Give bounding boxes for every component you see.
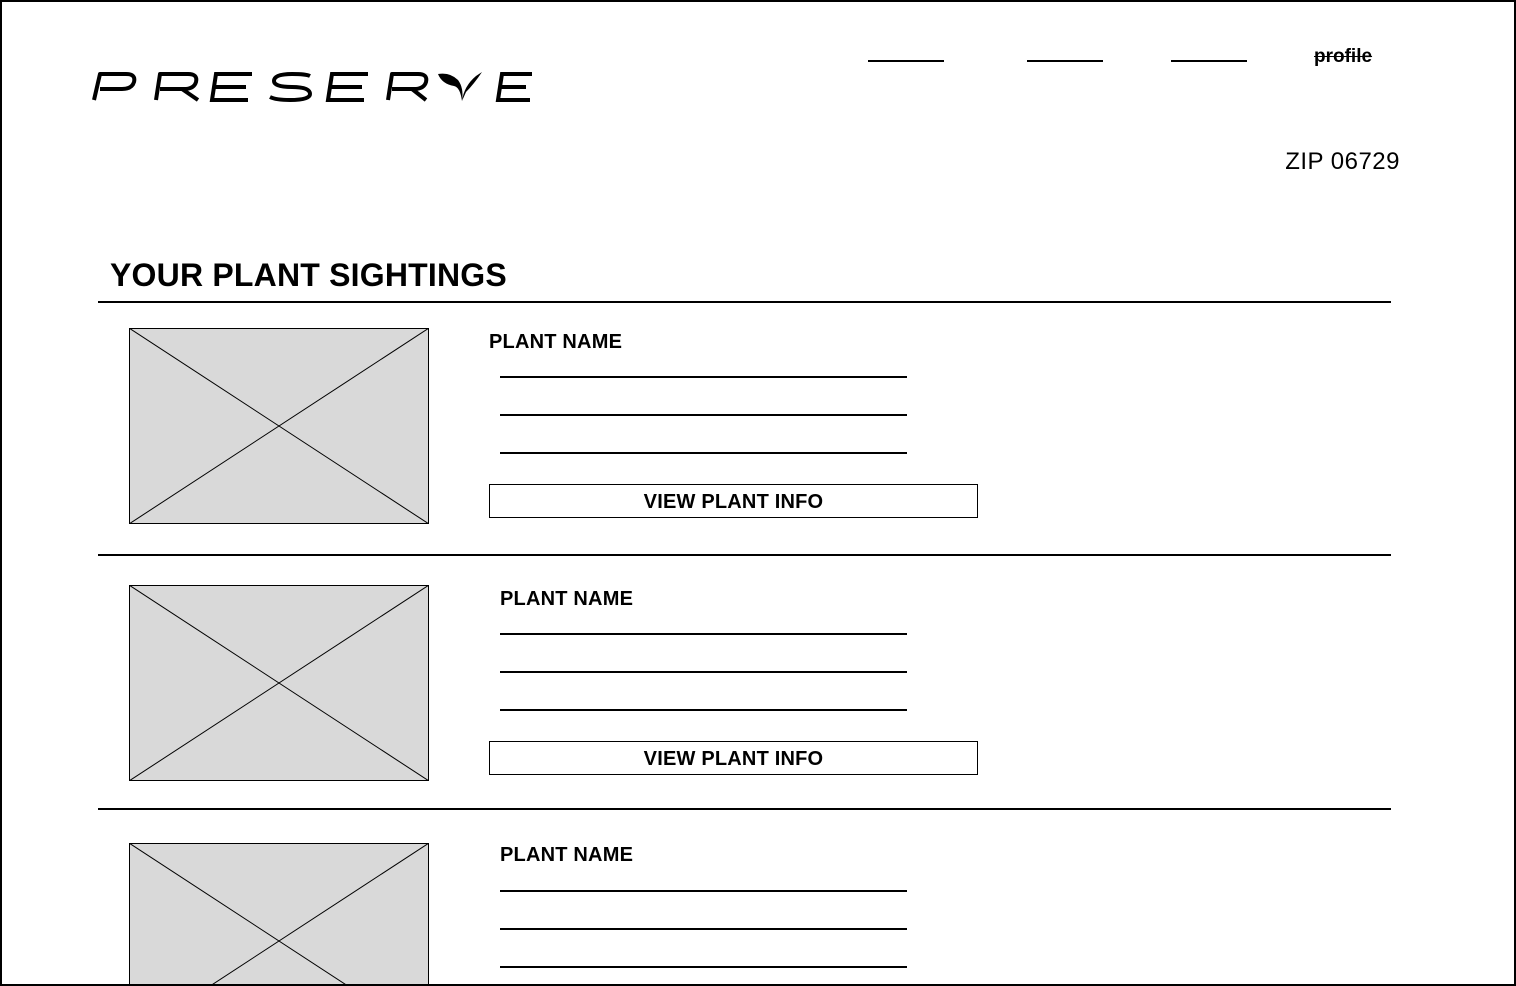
- logo-sprout-v: [438, 74, 463, 101]
- image-placeholder: [129, 585, 429, 781]
- logo-letter-e1: [212, 74, 252, 100]
- page-title: YOUR PLANT SIGHTINGS: [110, 257, 507, 293]
- text-line: [500, 452, 907, 454]
- plant-name-label: PLANT NAME: [500, 588, 634, 610]
- sighting-card: [98, 559, 1391, 809]
- logo-letter-r2: [388, 74, 426, 100]
- image-placeholder: [129, 328, 429, 524]
- text-line: [500, 414, 907, 416]
- sighting-card: [98, 815, 1391, 986]
- logo-letter-s: [270, 74, 310, 100]
- view-plant-info-button[interactable]: VIEW PLANT INFO: [489, 484, 978, 518]
- sighting-card: [98, 302, 1391, 552]
- zip-code: ZIP 06729: [1285, 148, 1400, 175]
- view-plant-info-button[interactable]: VIEW PLANT INFO: [489, 741, 978, 775]
- logo-letter-e3: [498, 74, 532, 100]
- nav-link-3[interactable]: [1171, 46, 1247, 62]
- text-line: [500, 376, 907, 378]
- preserve-logo[interactable]: [92, 70, 538, 102]
- nav-link-1[interactable]: [868, 46, 944, 62]
- plant-name-label: PLANT NAME: [500, 844, 634, 866]
- image-placeholder: [129, 843, 429, 986]
- text-line: [500, 966, 907, 968]
- logo-letter-r: [156, 74, 198, 100]
- divider: [98, 808, 1391, 810]
- text-line: [500, 709, 907, 711]
- divider: [98, 554, 1391, 556]
- text-line: [500, 633, 907, 635]
- nav-profile-link[interactable]: profile: [1314, 46, 1373, 67]
- plant-name-label: PLANT NAME: [489, 331, 623, 353]
- text-line: [500, 890, 907, 892]
- text-line: [500, 928, 907, 930]
- logo-letter-p: [94, 74, 134, 100]
- nav-link-2[interactable]: [1027, 46, 1103, 62]
- logo-letter-e2: [328, 74, 368, 100]
- text-line: [500, 671, 907, 673]
